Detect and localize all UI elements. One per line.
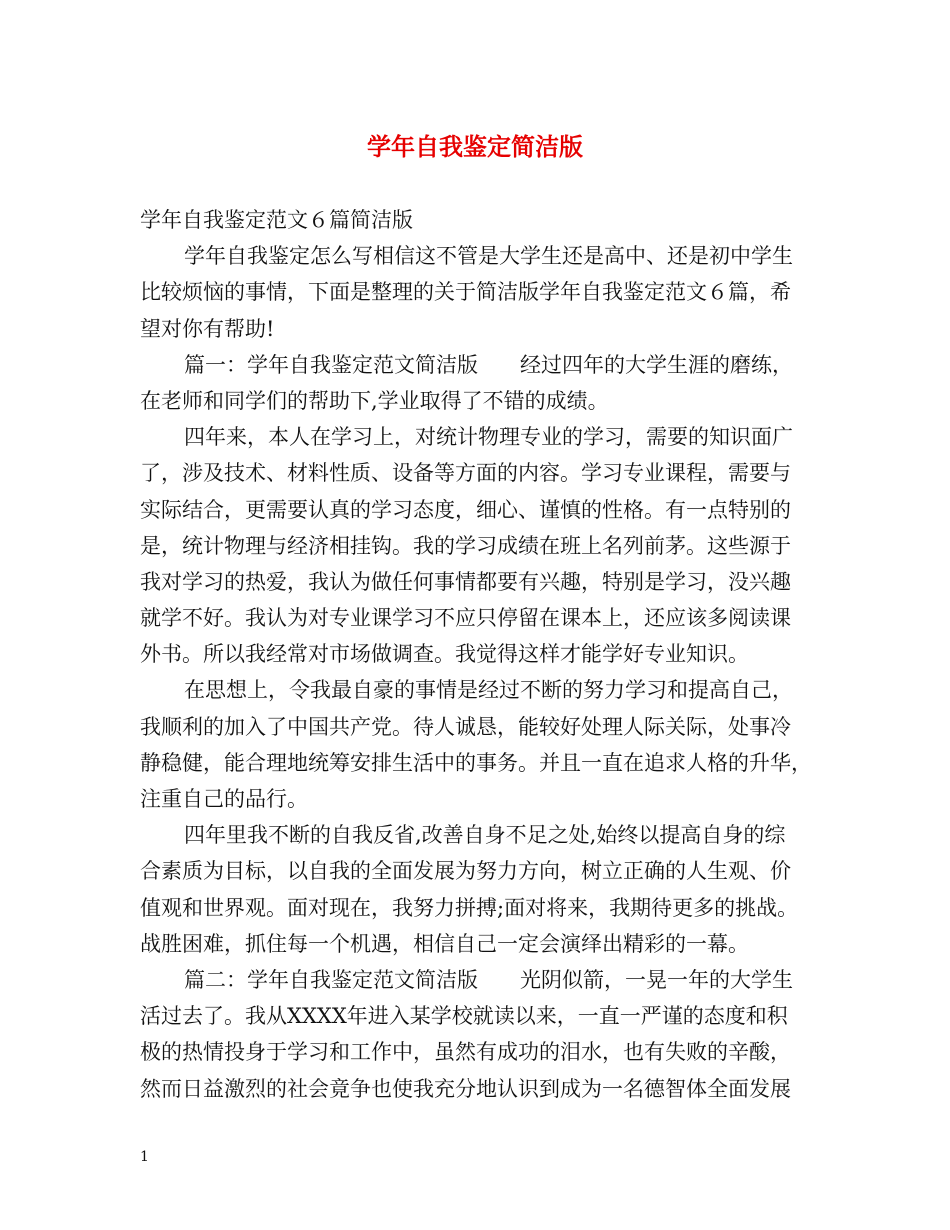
page-number: 1 <box>140 1149 149 1165</box>
paragraph-subtitle <box>140 202 830 238</box>
paragraph-section-two-opening <box>140 962 830 1107</box>
text-line-content: 四年里我不断的自我反省,改善自身不足之处,始终以提高自身的综 <box>184 823 786 848</box>
text-line: 实际结合，更需要认真的学习态度，细心、谨慎的性格。有一点特别的 <box>140 497 791 522</box>
text-line: 了，涉及技术、材料性质、设备等方面的内容。学习专业课程，需要与 <box>140 461 791 486</box>
text-line <box>140 347 830 383</box>
text-line-content: 篇二：学年自我鉴定范文简洁版 光阴似箭，一晃一年的大学生 <box>184 967 793 992</box>
text-line: 比较烦恼的事情，下面是整理的关于简洁版学年自我鉴定范文６篇，希 <box>140 280 791 305</box>
paragraph-study <box>140 419 830 672</box>
document-body <box>140 202 830 1107</box>
text-line: 学年自我鉴定范文６篇简洁版 <box>140 208 413 232</box>
text-line: 是，统计物理与经济相挂钩。我的学习成绩在班上名列前茅。这些源于 <box>140 533 791 558</box>
text-line: 值观和世界观。面对现在，我努力拼搏;面对将来，我期待更多的挑战。 <box>140 895 799 920</box>
text-line <box>140 672 830 708</box>
text-line: 静稳健，能合理地统筹安排生活中的事务。并且一直在追求人格的升华， <box>140 750 812 775</box>
text-line: 活过去了。我从XXXX年进入某学校就读以来，一直一严谨的态度和积 <box>140 1004 788 1029</box>
text-line: 在老师和同学们的帮助下,学业取得了不错的成绩。 <box>140 388 609 413</box>
text-line: 然而日益激烈的社会竟争也使我充分地认识到成为一名德智体全面发展 <box>140 1076 791 1101</box>
text-line <box>140 238 830 274</box>
text-line-content: 四年来，本人在学习上，对统计物理专业的学习，需要的知识面广 <box>184 425 793 450</box>
text-line: 就学不好。我认为对专业课学习不应只停留在课本上，还应该多阅读课 <box>140 606 791 631</box>
text-line <box>140 817 830 853</box>
paragraph-self-reflection <box>140 817 830 962</box>
text-line <box>140 962 830 998</box>
text-line: 合素质为目标，以自我的全面发展为努力方向，树立正确的人生观、价 <box>140 859 791 884</box>
text-line: 外书。所以我经常对市场做调查。我觉得这样才能学好专业知识。 <box>140 642 749 667</box>
text-line: 望对你有帮助! <box>140 316 275 341</box>
paragraph-section-one-opening <box>140 347 830 419</box>
text-line: 注重自己的品行。 <box>140 787 308 811</box>
document-title: 学年自我鉴定简洁版 <box>367 132 583 161</box>
text-line <box>140 419 830 455</box>
text-line: 战胜困难，抓住每一个机遇，相信自己一定会演绎出精彩的一幕。 <box>140 931 749 956</box>
text-line: 我顺利的加入了中国共产党。待人诚恳，能较好处理人际关际，处事冷 <box>140 714 791 739</box>
text-line: 极的热情投身于学习和工作中，虽然有成功的泪水，也有失败的辛酸， <box>140 1040 791 1065</box>
text-line-content: 学年自我鉴定怎么写相信这不管是大学生还是高中、还是初中学生 <box>184 244 793 269</box>
paragraph-thought <box>140 672 830 817</box>
text-line-content: 在思想上，令我最自豪的事情是经过不断的努力学习和提高自己， <box>184 678 793 703</box>
text-line: 我对学习的热爱，我认为做任何事情都要有兴趣，特别是学习，没兴趣 <box>140 569 791 594</box>
text-line-content: 篇一：学年自我鉴定范文简洁版 经过四年的大学生涯的磨练， <box>184 352 793 377</box>
paragraph-intro <box>140 238 830 347</box>
